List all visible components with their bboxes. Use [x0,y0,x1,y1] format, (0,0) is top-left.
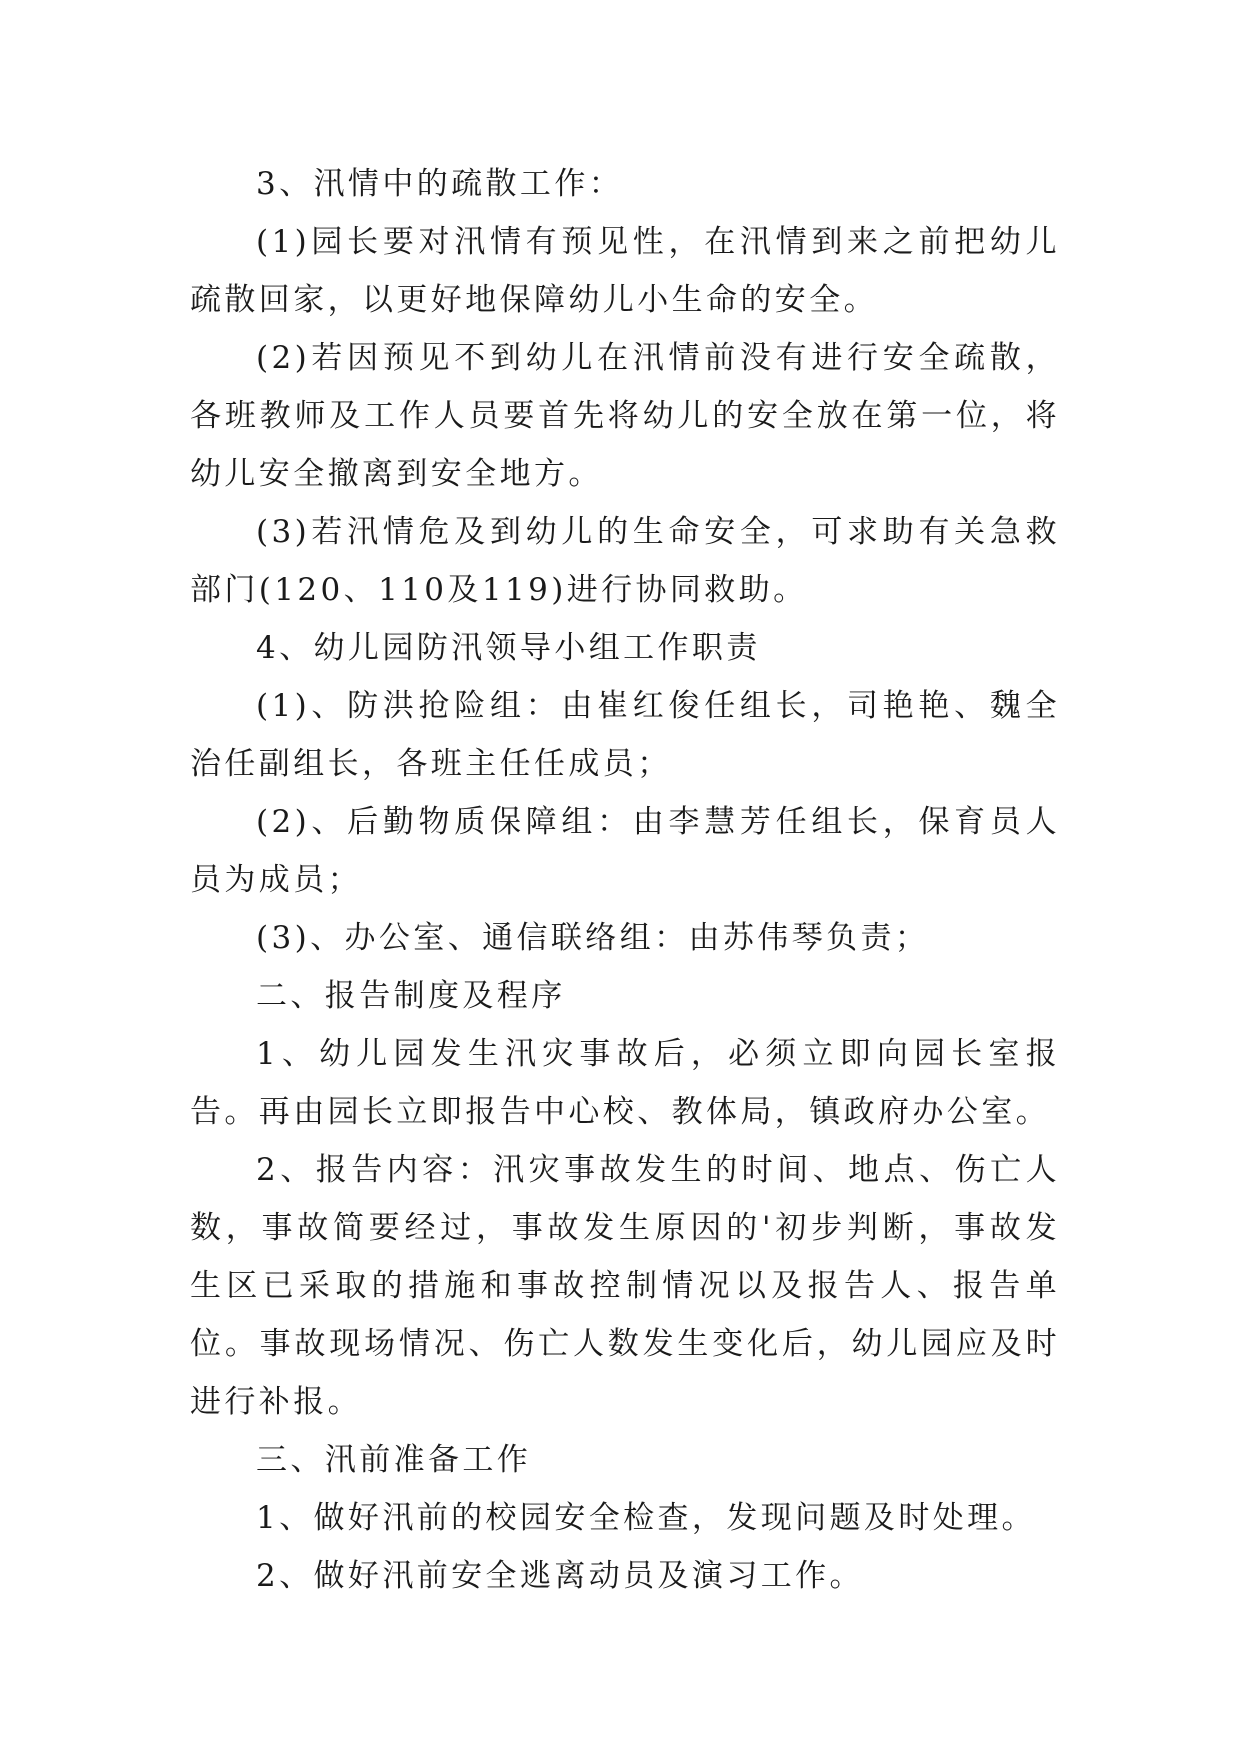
paragraph-duties-heading: 4、幼儿园防汛领导小组工作职责 [256,630,761,666]
paragraph-evacuation-item-2: (2)若因预见不到幼儿在汛情前没有进行安全疏散，各班教师及工作人员要首先将幼儿的安全放在第一位，将幼儿安全撤离到安全地方。 [190,340,1060,492]
paragraph-reporting-item-1: 1、幼儿园发生汛灾事故后，必须立即向园长室报告。再由园长立即报告中心校、教体局，镇政府办公室。 [190,1036,1060,1130]
document-body [190,155,1060,1605]
section-heading-reporting: 二、报告制度及程序 [256,978,566,1014]
paragraph-preparation-item-1: 1、做好汛前的校园安全检查，发现问题及时处理。 [256,1500,1036,1536]
paragraph-evacuation-item-1: (1)园长要对汛情有预见性，在汛情到来之前把幼儿疏散回家，以更好地保障幼儿小生命的安全。 [190,224,1060,318]
paragraph-duties-item-1: (1)、防洪抢险组：由崔红俊任组长，司艳艳、魏全治任副组长，各班主任任成员； [190,688,1060,782]
paragraph-reporting-item-2: 2、报告内容：汛灾事故发生的时间、地点、伤亡人数，事故简要经过，事故发生原因的'初步判断，事故发生区已采取的措施和事故控制情况以及报告人、报告单位。事故现场情况、伤亡人数发生变化后，幼儿园应及时进行补报。 [190,1152,1060,1420]
paragraph-preparation-item-2: 2、做好汛前安全逃离动员及演习工作。 [256,1558,864,1594]
paragraph-duties-item-2: (2)、后勤物质保障组：由李慧芳任组长，保育员人员为成员； [190,804,1060,898]
paragraph-evacuation-item-3: (3)若汛情危及到幼儿的生命安全，可求助有关急救部门(120、110及119)进行协同救助。 [190,514,1060,608]
section-heading-preparation: 三、汛前准备工作 [256,1442,532,1478]
paragraph-evacuation-heading: 3、汛情中的疏散工作： [256,166,624,202]
paragraph-duties-item-3: (3)、办公室、通信联络组：由苏伟琴负责； [256,920,930,956]
